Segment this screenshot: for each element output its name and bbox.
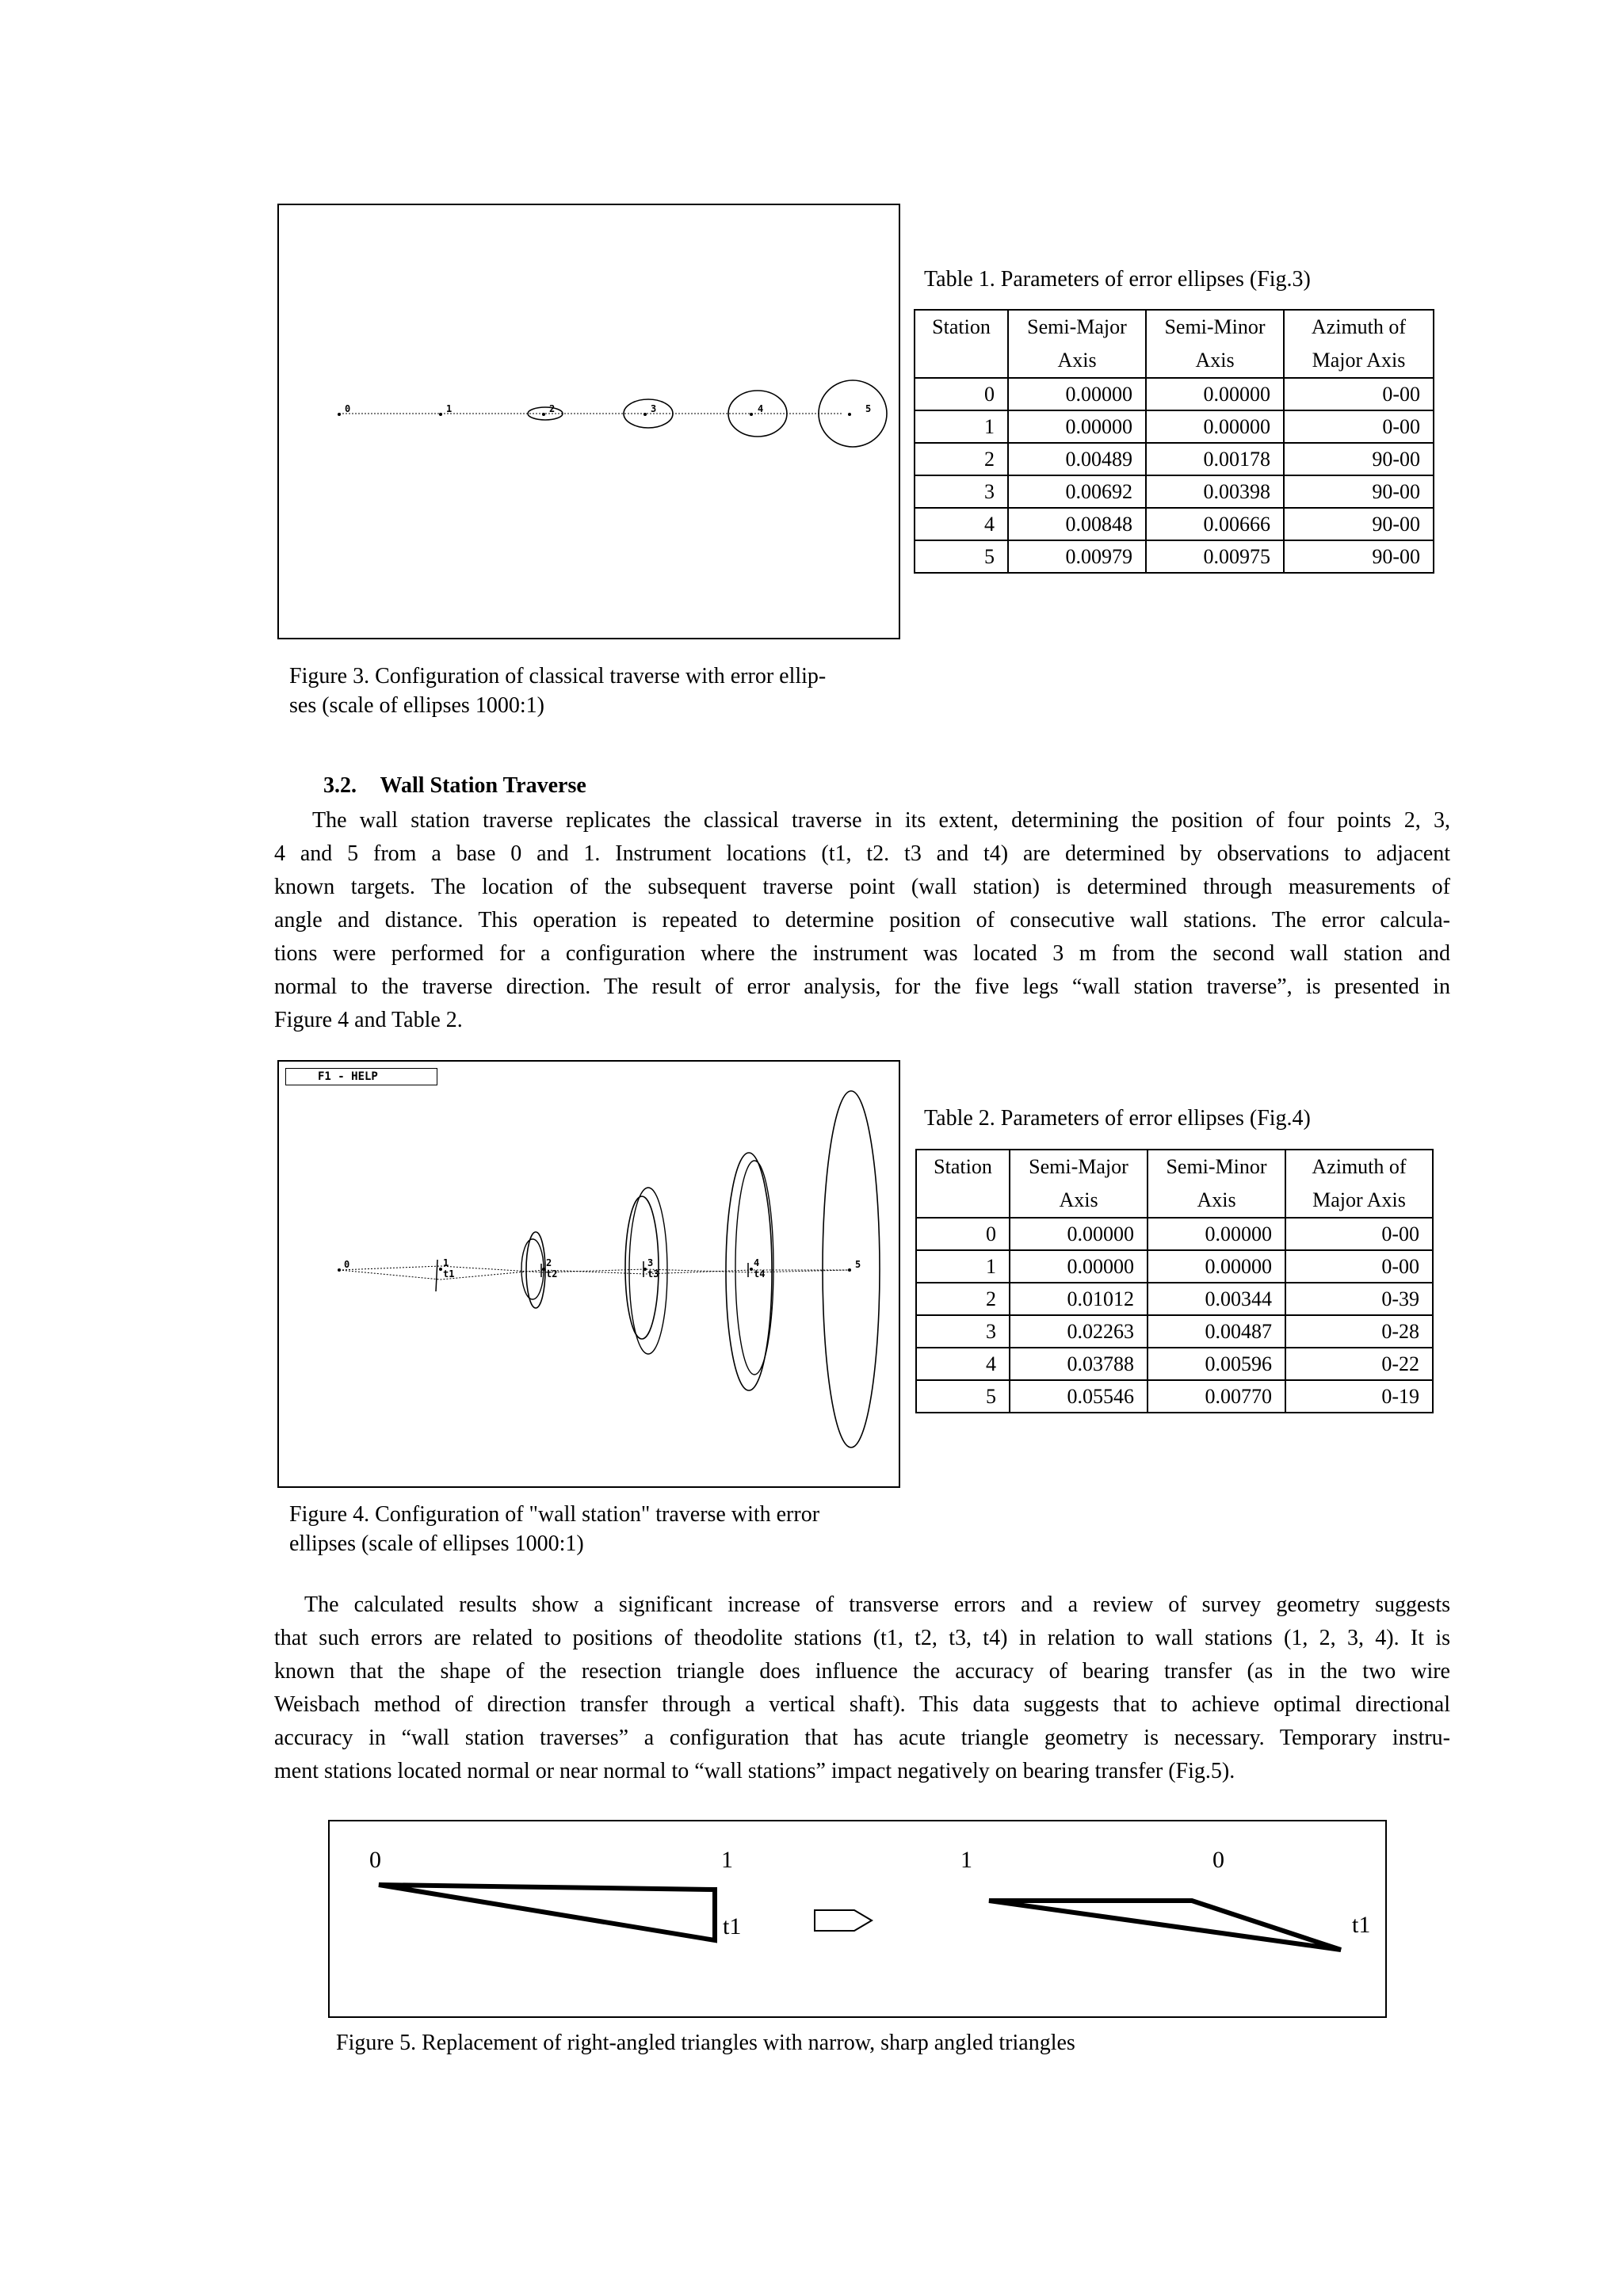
station-point-5 <box>848 413 851 416</box>
figure-3-plot <box>277 204 900 639</box>
header-station: Station <box>915 310 1008 378</box>
station-point-3 <box>643 413 647 416</box>
cell-station: 4 <box>915 508 1008 540</box>
cell-semi-major: 0.00489 <box>1008 443 1146 475</box>
cell-station: 5 <box>915 540 1008 573</box>
cell-semi-minor: 0.00975 <box>1146 540 1284 573</box>
table-row <box>915 508 1434 540</box>
instrument-tick-t1 <box>436 1260 437 1291</box>
paragraph-line: tions were performed for a configuration where the instrument was located 3 m from the second wall station and <box>274 941 1450 966</box>
cell-azimuth: 0-00 <box>1285 1218 1433 1250</box>
header-semi-major: Semi-Major Axis <box>1010 1150 1148 1218</box>
point-label-4: 4 <box>754 1257 760 1268</box>
cell-semi-minor: 0.00000 <box>1148 1250 1285 1283</box>
table-row <box>915 475 1434 508</box>
paragraph-line: Figure 4 and Table 2. <box>274 1008 463 1032</box>
figure-5-caption: Figure 5. Replacement of right-angled triangles with narrow, sharp angled triangles <box>336 2031 1075 2055</box>
figure-3-caption-line: ses (scale of ellipses 1000:1) <box>289 693 544 718</box>
section-number: 3.2. <box>323 773 357 798</box>
table-row <box>915 410 1434 443</box>
label-right-0: 0 <box>1212 1847 1224 1873</box>
figure-5-svg <box>330 1821 1388 2019</box>
cell-semi-minor: 0.00398 <box>1146 475 1284 508</box>
cell-station: 3 <box>915 475 1008 508</box>
figure-4-caption-line: ellipses (scale of ellipses 1000:1) <box>289 1531 584 1556</box>
cell-semi-minor: 0.00596 <box>1148 1348 1285 1380</box>
paragraph-line: 4 and 5 from a base 0 and 1. Instrument locations (t1, t2. t3 and t4) are determined by observations to adjacent <box>274 841 1450 866</box>
header-semi-minor: Semi-Minor Axis <box>1148 1150 1285 1218</box>
point-label-2: 2 <box>546 1257 552 1268</box>
cell-semi-minor: 0.00487 <box>1148 1315 1285 1348</box>
cell-station: 0 <box>915 378 1008 410</box>
table-row <box>916 1315 1433 1348</box>
cell-station: 2 <box>916 1283 1010 1315</box>
table-1-caption: Table 1. Parameters of error ellipses (Fig.3) <box>924 267 1311 292</box>
cell-semi-minor: 0.00344 <box>1148 1283 1285 1315</box>
point-label-3: 3 <box>651 403 657 414</box>
cell-semi-major: 0.00692 <box>1008 475 1146 508</box>
cell-azimuth: 90-00 <box>1284 540 1434 573</box>
error-ellipse-2b <box>521 1239 544 1299</box>
table-row <box>916 1250 1433 1283</box>
station-point-2 <box>542 413 545 416</box>
cell-semi-major: 0.01012 <box>1010 1283 1148 1315</box>
point-label-2: 2 <box>549 403 556 414</box>
label-left-0: 0 <box>369 1847 381 1873</box>
paragraph-line: that such errors are related to positions of theodolite stations (t1, t2, t3, t4) in relation to wall stations (1, 2, 3, 4). It is <box>274 1626 1450 1650</box>
paragraph-line: known that the shape of the resection triangle does influence the accuracy of bearing transfer (as in the two wire <box>274 1659 1450 1684</box>
cell-station: 5 <box>916 1380 1010 1413</box>
cell-station: 1 <box>915 410 1008 443</box>
table-1 <box>914 309 1434 574</box>
cell-azimuth: 90-00 <box>1284 475 1434 508</box>
paragraph-line: normal to the traverse direction. The result of error analysis, for the five legs “wall station traverse”, is presented in <box>274 974 1450 999</box>
cell-azimuth: 90-00 <box>1284 443 1434 475</box>
cell-semi-major: 0.03788 <box>1010 1348 1148 1380</box>
station-point-0 <box>338 413 341 416</box>
paragraph-line: ment stations located normal or near normal to “wall stations” impact negatively on bearing transfer (Fig.5). <box>274 1759 1235 1783</box>
table-header-row <box>915 310 1434 378</box>
cell-azimuth: 90-00 <box>1284 508 1434 540</box>
paragraph-line: known targets. The location of the subsequent traverse point (wall station) is determined through measurements of <box>274 875 1450 899</box>
point-label-0: 0 <box>344 1259 350 1270</box>
error-ellipse-3a <box>625 1196 659 1339</box>
instrument-label-t3: t3 <box>647 1268 659 1280</box>
station-point-4 <box>750 1268 753 1271</box>
cell-station: 4 <box>916 1348 1010 1380</box>
cell-semi-minor: 0.00000 <box>1146 410 1284 443</box>
table-row <box>915 378 1434 410</box>
table-header-row <box>916 1150 1433 1218</box>
point-label-5: 5 <box>855 1259 861 1270</box>
table-row <box>915 540 1434 573</box>
right-angled-triangle <box>379 1885 715 1940</box>
paragraph-line: angle and distance. This operation is repeated to determine position of consecutive wall stations. The error calcula- <box>274 908 1450 933</box>
station-point-2 <box>542 1268 545 1271</box>
header-semi-major: Semi-Major Axis <box>1008 310 1146 378</box>
cell-semi-major: 0.00000 <box>1008 410 1146 443</box>
point-label-1: 1 <box>443 1257 449 1268</box>
figure-3-caption <box>289 662 826 720</box>
cell-semi-major: 0.00000 <box>1010 1250 1148 1283</box>
cell-station: 2 <box>915 443 1008 475</box>
cell-azimuth: 0-22 <box>1285 1348 1433 1380</box>
cell-semi-minor: 0.00000 <box>1146 378 1284 410</box>
paragraph-line: The calculated results show a significant increase of transverse errors and a review of survey geometry suggests <box>304 1592 1450 1617</box>
station-point-4 <box>750 413 753 416</box>
header-azimuth: Azimuth of Major Axis <box>1285 1150 1433 1218</box>
cell-azimuth: 0-00 <box>1284 378 1434 410</box>
point-label-5: 5 <box>865 403 872 414</box>
cell-semi-major: 0.00000 <box>1010 1218 1148 1250</box>
instrument-label-t1: t1 <box>443 1268 455 1280</box>
paragraph-line: Weisbach method of direction transfer through a vertical shaft). This data suggests that to achieve optimal directional <box>274 1692 1450 1717</box>
table-row <box>916 1283 1433 1315</box>
arrow-right-icon <box>815 1910 872 1931</box>
instrument-label-t2: t2 <box>546 1268 558 1280</box>
error-ellipse-5 <box>823 1091 880 1447</box>
figure-4-svg <box>279 1062 902 1489</box>
station-point-0 <box>338 1268 341 1272</box>
cell-semi-major: 0.00848 <box>1008 508 1146 540</box>
cell-station: 3 <box>916 1315 1010 1348</box>
paragraph-line: The wall station traverse replicates the classical traverse in its extent, determining the position of four points 2, 3, <box>312 808 1450 833</box>
figure-4-plot <box>277 1060 900 1488</box>
instrument-label-t4: t4 <box>754 1268 766 1280</box>
cell-azimuth: 0-19 <box>1285 1380 1433 1413</box>
section-paragraph <box>274 804 1450 1037</box>
sharp-angled-triangle <box>989 1901 1341 1950</box>
cell-semi-major: 0.00000 <box>1008 378 1146 410</box>
cell-azimuth: 0-39 <box>1285 1283 1433 1315</box>
cell-azimuth: 0-28 <box>1285 1315 1433 1348</box>
point-label-4: 4 <box>758 403 764 414</box>
label-right-t1: t1 <box>1352 1912 1371 1938</box>
point-label-0: 0 <box>345 403 351 414</box>
header-station: Station <box>916 1150 1010 1218</box>
table-row <box>915 443 1434 475</box>
table-row <box>916 1218 1433 1250</box>
point-label-3: 3 <box>647 1257 654 1268</box>
paragraph-line: accuracy in “wall station traverses” a configuration that has acute triangle geometry is necessary. Temporary instru- <box>274 1726 1450 1750</box>
cell-semi-major: 0.00979 <box>1008 540 1146 573</box>
cell-semi-major: 0.02263 <box>1010 1315 1148 1348</box>
figure-3-svg <box>279 205 902 641</box>
cell-azimuth: 0-00 <box>1285 1250 1433 1283</box>
body-paragraph <box>274 1589 1450 1788</box>
figure-3-caption-line: Figure 3. Configuration of classical traverse with error ellip- <box>289 664 827 688</box>
cell-semi-minor: 0.00666 <box>1146 508 1284 540</box>
station-point-3 <box>643 1268 647 1271</box>
point-label-1: 1 <box>446 403 453 414</box>
header-azimuth: Azimuth of Major Axis <box>1284 310 1434 378</box>
label-right-1: 1 <box>960 1847 972 1873</box>
figure-5-diagram <box>328 1820 1387 2018</box>
cell-semi-major: 0.05546 <box>1010 1380 1148 1413</box>
cell-semi-minor: 0.00000 <box>1148 1218 1285 1250</box>
header-semi-minor: Semi-Minor Axis <box>1146 310 1284 378</box>
table-row <box>916 1380 1433 1413</box>
label-left-t1: t1 <box>723 1913 742 1939</box>
cell-semi-minor: 0.00770 <box>1148 1380 1285 1413</box>
figure-4-caption <box>289 1500 819 1558</box>
section-heading <box>323 773 586 799</box>
table-2-caption: Table 2. Parameters of error ellipses (Fig.4) <box>924 1106 1311 1131</box>
station-point-1 <box>439 1268 442 1271</box>
table-row <box>916 1348 1433 1380</box>
station-points <box>338 1268 851 1272</box>
cell-azimuth: 0-00 <box>1284 410 1434 443</box>
cell-station: 1 <box>916 1250 1010 1283</box>
cell-semi-minor: 0.00178 <box>1146 443 1284 475</box>
table-2 <box>915 1149 1434 1413</box>
label-left-1: 1 <box>721 1847 733 1873</box>
help-box: F1 - HELP <box>285 1068 437 1085</box>
cell-station: 0 <box>916 1218 1010 1250</box>
section-title: Wall Station Traverse <box>380 773 586 798</box>
station-point-1 <box>439 413 442 416</box>
figure-4-caption-line: Figure 4. Configuration of "wall station" traverse with error <box>289 1502 820 1527</box>
station-point-5 <box>848 1268 851 1272</box>
